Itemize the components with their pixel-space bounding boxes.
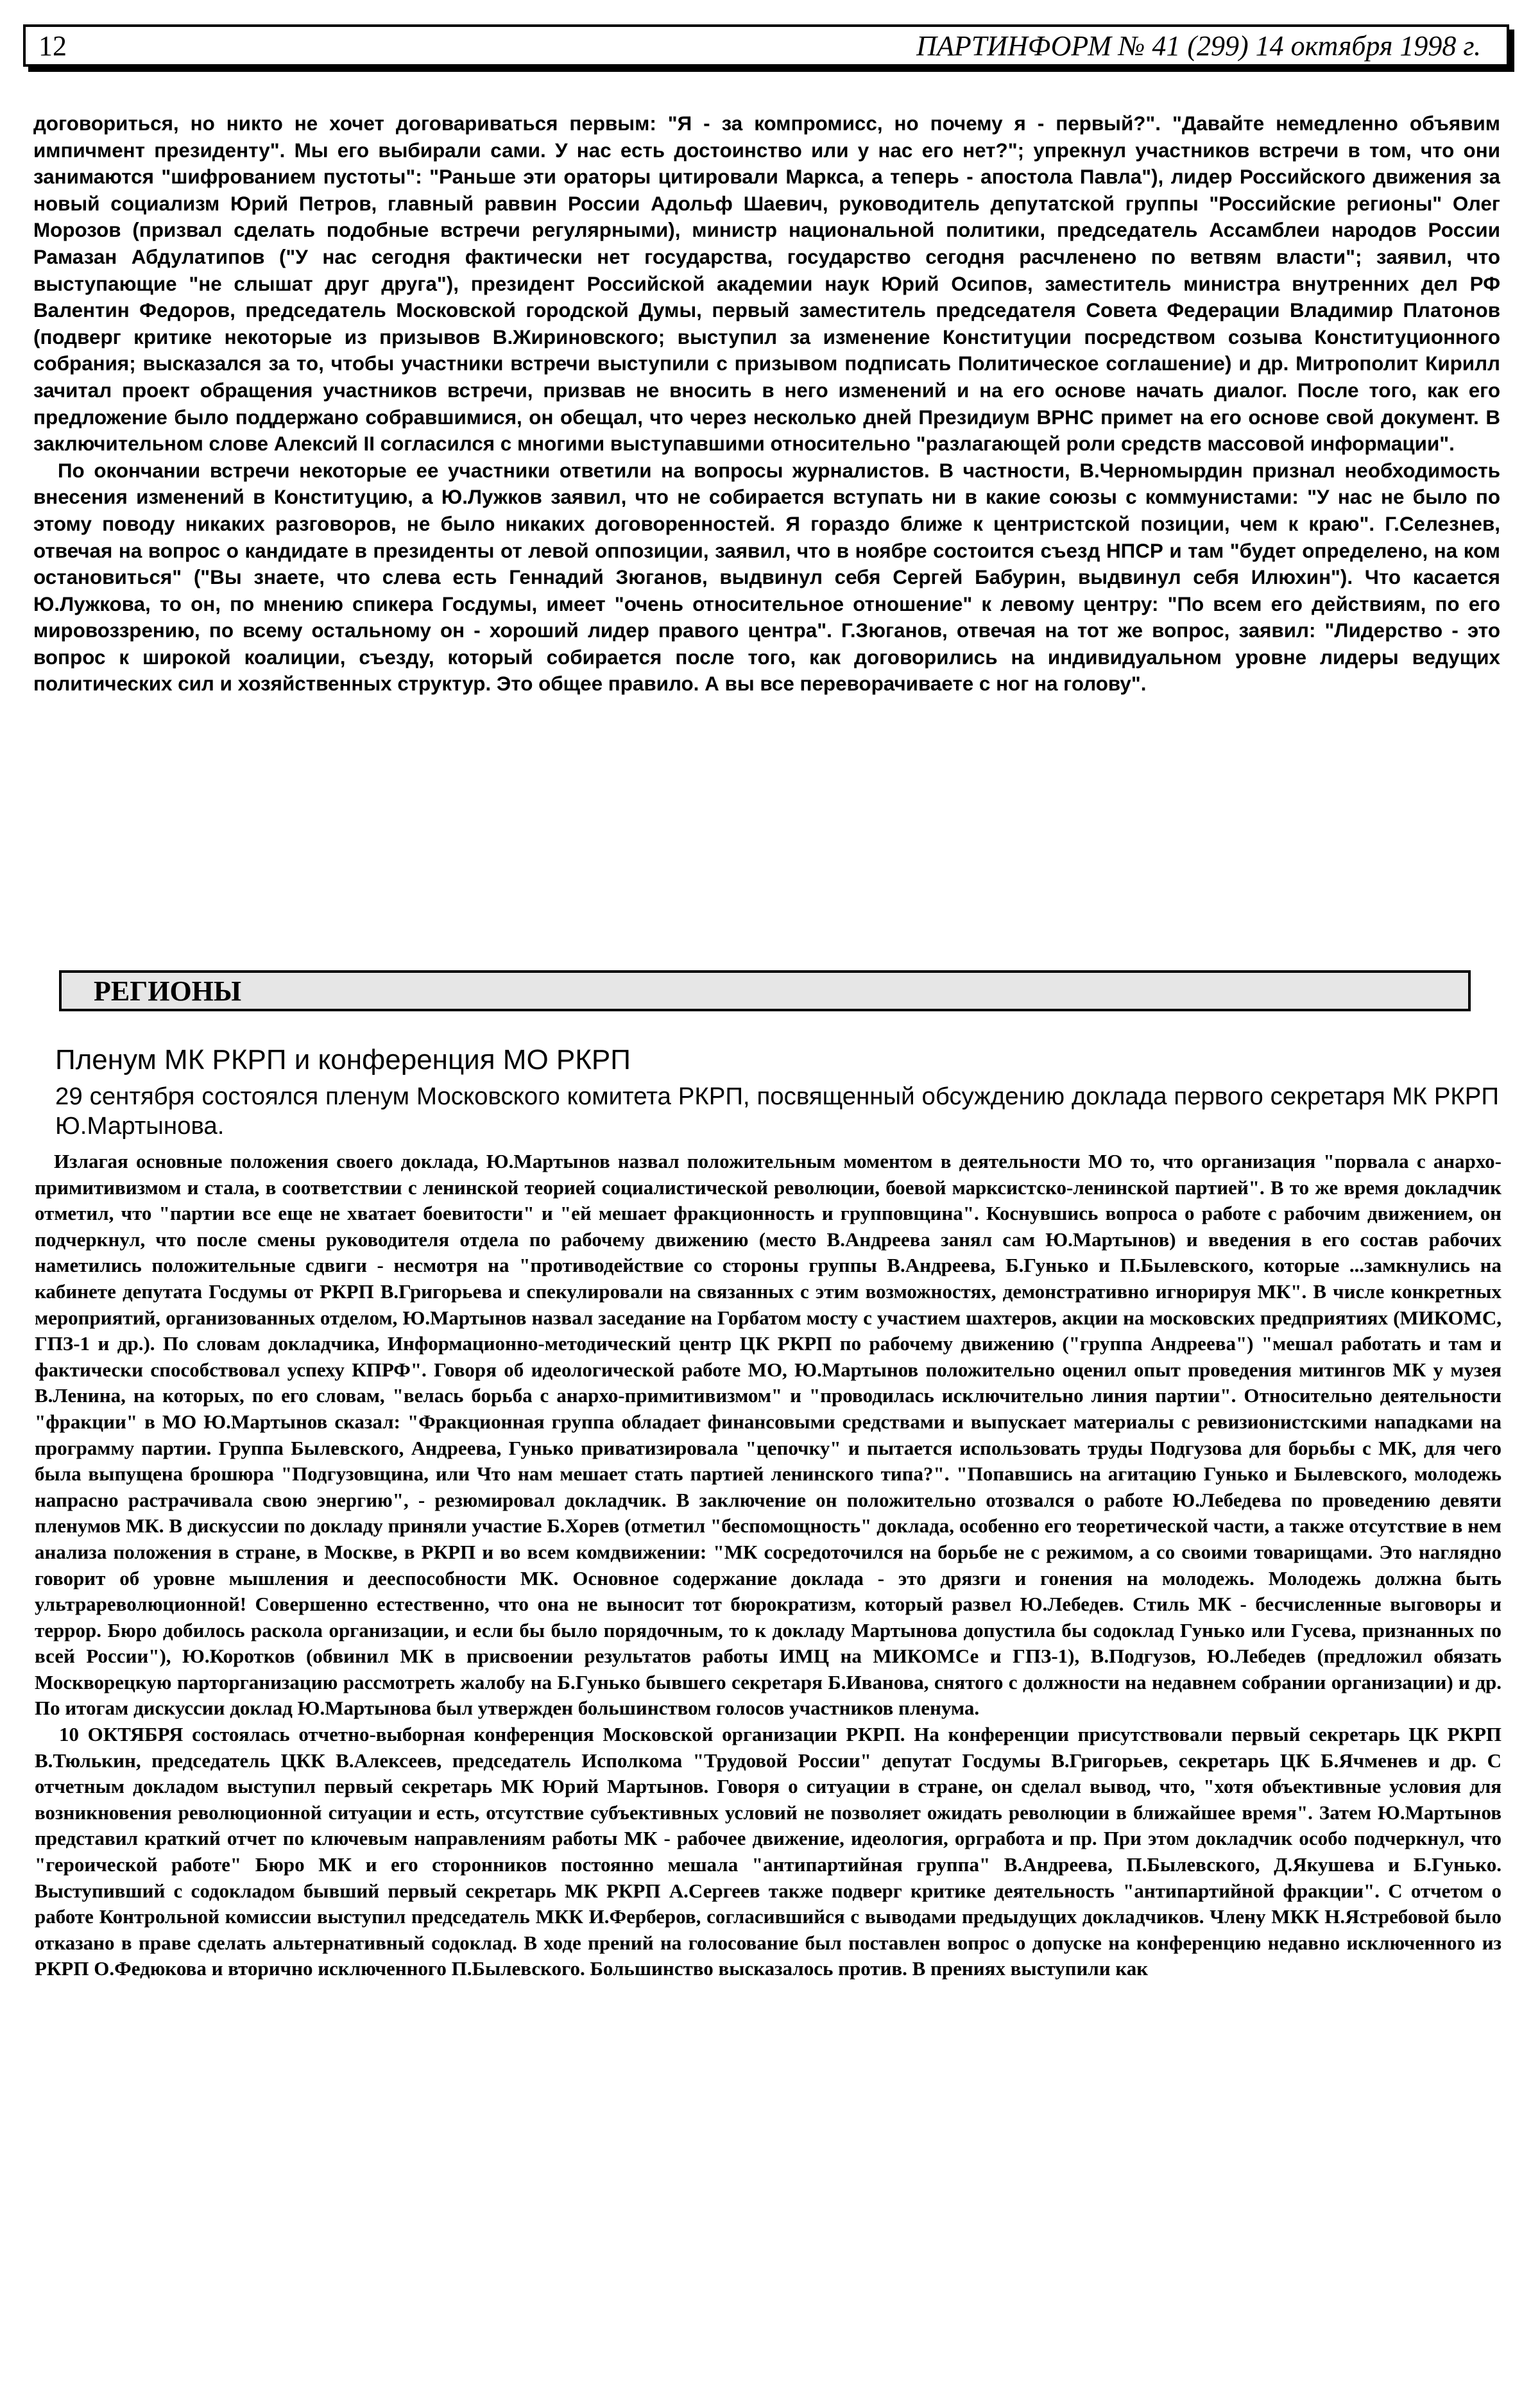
paragraph: 10 ОКТЯБРЯ состоялась отчетно-выборная конференция Московской организации РКРП. На конференции присутствовали первый секретарь ЦК РКРП В.Тюлькин, председатель ЦКК В.Алексеев, председатель Исполкома "Трудовой России" депутат Госдумы В.Григорьев, секретарь ЦК Б.Ячменев и др. С отчетным докладом выступил первый секретарь МК Юрий Мартынов. Говоря о ситуации в стране, он сделал вывод, что, "хотя объективные условия для возникновения революционной ситуации и есть, отсутствие субъективных условий не позволяет ожидать революции в ближайшее время". Затем Ю.Мартынов представил краткий отчет по ключевым направлениям работы МК - рабочее движение, идеология, оргработа и пр. При этом докладчик особо подчеркнул, что "героической работе" Бюро МК и его сторонников постоянно мешала "антипартийная группа" В.Андреева, П.Былевского, Д.Якушева и Б.Гунько. Выступивший с содокладом бывший первый секретарь МК РКРП А.Сергеев также подверг критике деятельность "антипартийной фракции". С отчетом о работе Контрольной комиссии выступил председатель МКК И.Ферберов, согласившийся с выводами предыдущих докладчиков. Члену МКК Н.Ястребовой было отказано в праве сделать альтернативный содоклад. В ходе прений на голосование был поставлен вопрос о допуске на конференцию недавно исключенного из РКРП О.Федюкова и вторично исключенного П.Былевского. Большинство высказалось против. В прениях выступили как [35,1723,1502,1980]
section-heading [59,970,1471,1011]
page-header [23,24,1509,67]
page-number: 12 [38,30,67,62]
article-title: Пленум МК РКРП и конференция МО РКРП [55,1044,631,1075]
article-body [35,1149,1502,1982]
paragraph: договориться, но никто не хочет договариваться первым: "Я - за компромисс, но почему я - первый?". "Давайте немедленно объявим импичмент президенту". Мы его выбирали сами. У нас есть достоинство или у нас его нет?"; упрекнул участников встречи в том, что они занимаются "шифрованием пустоты": "Раньше эти ораторы цитировали Маркса, а теперь - апостола Павла"), лидер Российского движения за новый социализм Юрий Петров, главный раввин России Адольф Шаевич, руководитель депутатской группы "Российские регионы" Олег Морозов (призвал сделать подобные встречи регулярными), министр национальной политики, председатель Ассамблеи народов России Рамазан Абдулатипов ("У нас сегодня фактически нет государства, государство сегодня расчленено по ветвям власти"; заявил, что выступающие "не слышат друг друга"), президент Российской академии наук Юрий Осипов, заместитель министра внутренних дел РФ Валентин Федоров, председатель Московской городской Думы, первый заместитель председателя Совета Федерации Владимир Платонов (подверг критике некоторые из призывов В.Жириновского; выступил за изменение Конституции посредством созыва Конституционного собрания; высказался за то, чтобы участники встречи выступили с призывом подписать Политическое соглашение) и др. Митрополит Кирилл зачитал проект обращения участников встречи, призвав не вносить в него изменений и на его основе начать диалог. После того, как его предложение было поддержано собравшимися, он обещал, что через несколько дней Президиум ВРНС примет на его основе свой документ. В заключительном слове Алексий II согласился с многими выступавшими относительно "разлагающей роли средств массовой информации". [33,112,1500,456]
article-lead: 29 сентября состоялся пленум Московского комитета РКРП, посвященный обсуждению доклада первого секретаря МК РКРП Ю.Мартынова. [55,1083,1499,1140]
paragraph: По окончании встречи некоторые ее участники ответили на вопросы журналистов. В частности, В.Черномырдин признал необходимость внесения изменений в Конституцию, а Ю.Лужков заявил, что не собирается вступать ни в какие союзы с коммунистами: "У нас не было по этому поводу никаких разговоров, не было никаких договоренностей. Я гораздо ближе к центристской позиции, чем к краю". Г.Селезнев, отвечая на вопрос о кандидате в президенты от левой оппозиции, заявил, что в ноябре состоится съезд НПСР и там "будет определено, на ком остановиться" ("Вы знаете, что слева есть Геннадий Зюганов, выдвинул себя Сергей Бабурин, выдвинул себя Илюхин"). Что касается Ю.Лужкова, то он, по мнению спикера Госдумы, имеет "очень относительное отношение" к левому центру: "По всем его действиям, по его мировоззрению, по всему остальному он - хороший лидер правого центра". Г.Зюганов, отвечая на тот же вопрос, заявил: "Лидерство - это вопрос к широкой коалиции, съезду, который собирается после того, как договорились на индивидуальном уровне лидеры ведущих политических сил и хозяйственных структур. Это общее правило. А вы все переворачиваете с ног на голову". [33,459,1500,696]
issue-line: ПАРТИНФОРМ № 41 (299) 14 октября 1998 г. [916,30,1481,62]
paragraph: Излагая основные положения своего доклада, Ю.Мартынов назвал положительным моментом в деятельности МО то, что организация "порвала с анархо-примитивизмом и стала, в соответствии с ленинской теорией социалистической революции, боевой марксистско-ленинской партией". В то же время докладчик отметил, что "партии все еще не хватает боевитости" и "ей мешает фракционность и групповщина". Коснувшись вопроса о работе с рабочим движением, он подчеркнул, что после смены руководителя отдела по рабочему движению (место В.Андреева занял сам Ю.Мартынов) и введения в его состав рабочих наметились положительные сдвиги - несмотря на "противодействие со стороны группы В.Андреева, Б.Гунько и П.Былевского, которые ...замкнулись на кабинете депутата Госдумы от РКРП В.Григорьева и спекулировали на связанных с этим возможностях, демонстративно игнорируя МК". В числе конкретных мероприятий, организованных отделом, Ю.Мартынов назвал заседание на Горбатом мосту с участием шахтеров, акции на московских предприятиях (МИКОМС, ГПЗ-1 и др.). По словам докладчика, Информационно-методический центр ЦК РКРП по рабочему движению ("группа Андреева") "мешал работать и там и фактически способствовал успеху КПРФ". Говоря об идеологической работе МО, Ю.Мартынов положительно оценил опыт проведения митингов МК у музея В.Ленина, на которых, по его словам, "велась борьба с анархо-примитивизмом" и "проводилась исключительно линия партии". Относительно деятельности "фракции" в МО Ю.Мартынов сказал: "Фракционная группа обладает финансовыми средствами и выпускает материалы с ревизионистскими нападками на программу партии. Группа Былевского, Андреева, Гунько приватизировала "цепочку" и пытается использовать труды Подгузова для борьбы с МК, для чего была выпущена брошюра "Подгузовщина, или Что нам мешает стать партией ленинского типа?". "Попавшись на агитацию Гунько и Былевского, молодежь напрасно растрачивала свою энергию", - резюмировал докладчик. В заключение он положительно отозвался о работе Ю.Лебедева по проведению девяти пленумов МК. В дискуссии по докладу приняли участие Б.Хорев (отметил "беспомощность" доклада, особенно его теоретической части, а также отсутствие в нем анализа положения в стране, в Москве, в РКРП и во всем комдвижении: "МК сосредоточился на борьбе не с режимом, а со своими товарищами. Это наглядно говорит об уровне мышления и дееспособности МК. Основное содержание доклада - это дрязги и гонения на молодежь. Молодежь должна быть ультрареволюционной! Совершенно естественно, что она не выносит тот бюрократизм, который развел Ю.Лебедев. Стиль МК - бесчисленные выговоры и террор. Бюро добилось раскола организации, и если бы было порядочным, то к докладу Мартынова допустила бы содоклад Гунько или Гусева, признанных по всей России"), Ю.Коротков (обвинил МК в присвоении результатов работы ИМЦ на МИКОМСе и ГПЗ-1), В.Подгузов, Ю.Лебедев (предложил обязать Москворецкую парторганизацию рассмотреть жалобу на Б.Гунько бывшего секретаря Б.Иванова, снятого с должности на недавнем собрании организации) и др. По итогам дискуссии доклад Ю.Мартынова был утвержден большинством голосов участников пленума. [35,1150,1502,1720]
top-article [33,110,1500,698]
section-title: РЕГИОНЫ [94,975,242,1007]
